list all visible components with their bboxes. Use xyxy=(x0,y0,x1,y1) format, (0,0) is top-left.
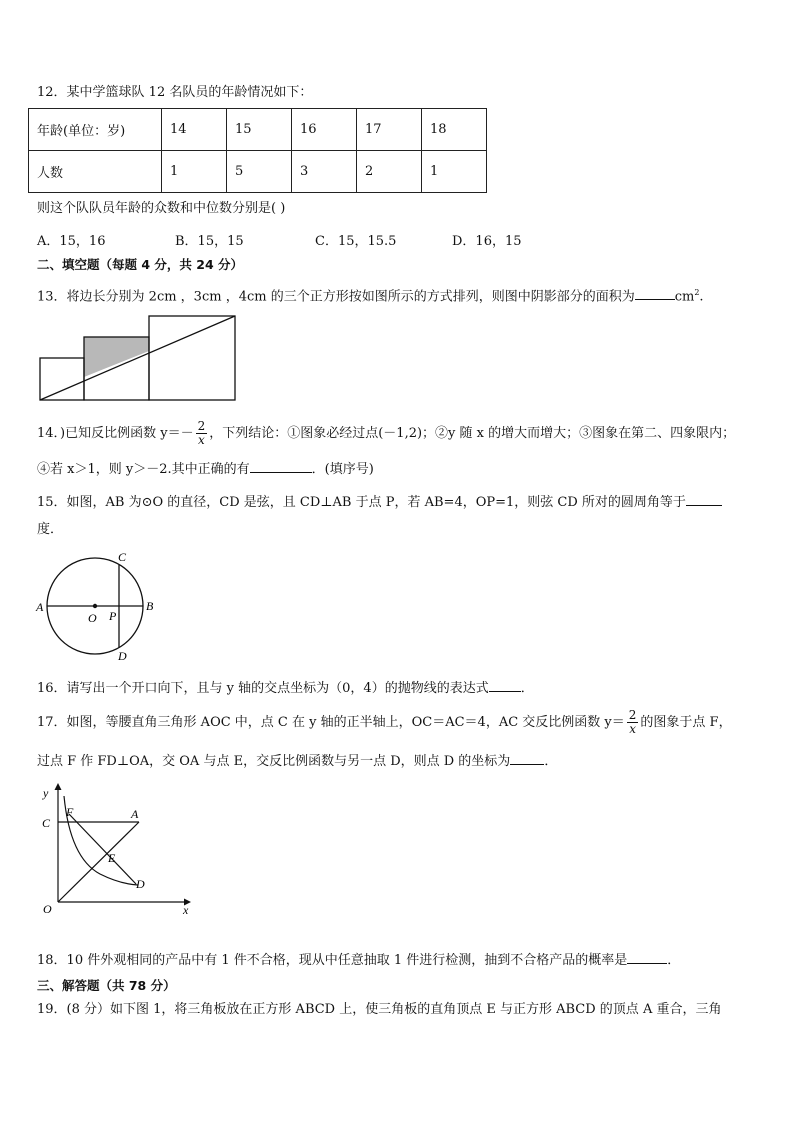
option-a: A．15，16 xyxy=(37,234,106,249)
label-a: A xyxy=(36,600,44,614)
table-cell: 人数 xyxy=(29,151,162,193)
q15-line2: 度． xyxy=(37,522,64,537)
segment-fd xyxy=(69,814,136,884)
q13-end: . xyxy=(699,289,704,305)
q19-text: 19．(8 分）如下图 1，将三角板放在正方形 ABCD 上，使三角板的直角顶点 E 与正方形 ABCD 的顶点 A 重合，三角 xyxy=(37,1002,722,1017)
hyperbola-curve xyxy=(64,796,138,885)
table-cell: 2 xyxy=(357,151,422,193)
table-cell: 14 xyxy=(162,109,227,151)
label-y: y xyxy=(43,786,49,800)
q13-text xyxy=(37,284,704,306)
answer-blank xyxy=(635,286,675,300)
q13-stem: 13．将边长分别为 2cm ，3cm ，4cm 的三个正方形按如图所示的方式排列，则图中阴影部分的面积为 xyxy=(37,289,635,305)
q14-line2-post: ．(填序号) xyxy=(311,462,374,477)
fraction-denominator: x xyxy=(198,433,205,447)
table-cell: 16 xyxy=(292,109,357,151)
section-heading-answers: 三、解答题（共 78 分） xyxy=(37,978,176,993)
q17-fraction xyxy=(627,709,639,736)
option-c: C．15，15.5 xyxy=(315,234,397,249)
q15-stem: 15．如图，AB 为⊙O 的直径，CD 是弦，且 CD⊥AB 于点 P，若 AB=4，OP=1，则弦 CD 所对的圆周角等于 xyxy=(37,495,686,510)
age-table xyxy=(28,108,487,193)
answer-blank xyxy=(510,751,544,765)
label-o: O xyxy=(43,902,52,916)
q14-pre: 14．)已知反比例函数 y＝－ xyxy=(37,426,194,441)
q14-fraction xyxy=(196,420,208,447)
table-cell: 1 xyxy=(162,151,227,193)
label-e: E xyxy=(108,851,116,865)
answer-blank xyxy=(489,678,521,692)
segment-oa xyxy=(58,822,139,902)
table-row xyxy=(29,109,487,151)
fraction-numerator: 2 xyxy=(197,419,206,433)
label-f: F xyxy=(66,805,74,819)
q13-unit: cm xyxy=(674,289,695,305)
q17-line2 xyxy=(37,751,557,771)
q17-pre: 17．如图，等腰直角三角形 AOC 中，点 C 在 y 轴的正半轴上，OC＝AC＝4，AC 交反比例函数 y＝ xyxy=(37,715,625,730)
label-d: D xyxy=(118,649,127,663)
table-row xyxy=(29,151,487,193)
table-cell: 3 xyxy=(292,151,357,193)
q16-end: ． xyxy=(520,681,534,696)
q13-unit-sup: 2 xyxy=(694,288,700,297)
label-p: P xyxy=(109,609,117,623)
q17-line1 xyxy=(37,708,732,738)
q14-line2-pre: ④若 x＞1，则 y＞－2.其中正确的有 xyxy=(37,462,250,477)
table-cell: 年龄(单位：岁) xyxy=(29,109,162,151)
q17-end: ． xyxy=(544,754,558,769)
q17-stem-2: 过点 F 作 FD⊥OA，交 OA 与点 E，交反比例函数与另一点 D，则点 D 的坐标为 xyxy=(37,754,511,769)
label-a: A xyxy=(131,807,139,821)
q15-line1 xyxy=(37,492,722,512)
q14-post: ，下列结论：①图象必经过点(－1,2)；②y 随 x 的增大而增大；③图象在第二、四象限内； xyxy=(209,426,736,441)
center-point xyxy=(93,604,97,608)
q12-stem: 12．某中学篮球队 12 名队员的年龄情况如下： xyxy=(37,85,313,100)
label-o: O xyxy=(88,611,97,625)
hyperbola-figure xyxy=(36,778,196,918)
q16-text xyxy=(37,678,534,698)
square-small xyxy=(40,358,84,400)
section-heading-fill-in: 二、填空题（每题 4 分，共 24 分） xyxy=(37,257,244,272)
q18-stem: 18．10 件外观相同的产品中有 1 件不合格，现从中任意抽取 1 件进行检测，抽到不合格产品的概率是 xyxy=(37,953,628,968)
fraction-denominator: x xyxy=(629,722,636,736)
answer-blank xyxy=(686,492,722,506)
table-cell: 1 xyxy=(422,151,487,193)
label-b: B xyxy=(146,599,154,613)
q16-stem: 16．请写出一个开口向下，且与 y 轴的交点坐标为（0，4）的抛物线的表达式 xyxy=(37,681,489,696)
q18-end: ． xyxy=(667,953,681,968)
q12-question: 则这个队队员年龄的众数和中位数分别是( ) xyxy=(37,201,286,216)
circle-figure xyxy=(34,548,164,664)
q17-post: 的图象于点 F， xyxy=(640,715,732,730)
label-x: x xyxy=(183,903,189,917)
label-d: D xyxy=(136,877,145,891)
fraction-numerator: 2 xyxy=(628,708,637,722)
label-c: C xyxy=(118,550,127,564)
table-cell: 18 xyxy=(422,109,487,151)
q18-text xyxy=(37,950,680,970)
squares-figure xyxy=(38,314,238,402)
table-cell: 17 xyxy=(357,109,422,151)
y-axis-arrow-icon xyxy=(55,783,62,790)
answer-blank xyxy=(627,950,667,964)
answer-blank xyxy=(250,459,312,473)
option-d: D．16，15 xyxy=(452,234,522,249)
square-large xyxy=(149,316,235,400)
option-b: B．15，15 xyxy=(175,234,244,249)
table-cell: 15 xyxy=(227,109,292,151)
table-cell: 5 xyxy=(227,151,292,193)
q14-line2 xyxy=(37,459,374,479)
label-c: C xyxy=(42,816,51,830)
q14-line1 xyxy=(37,420,735,447)
